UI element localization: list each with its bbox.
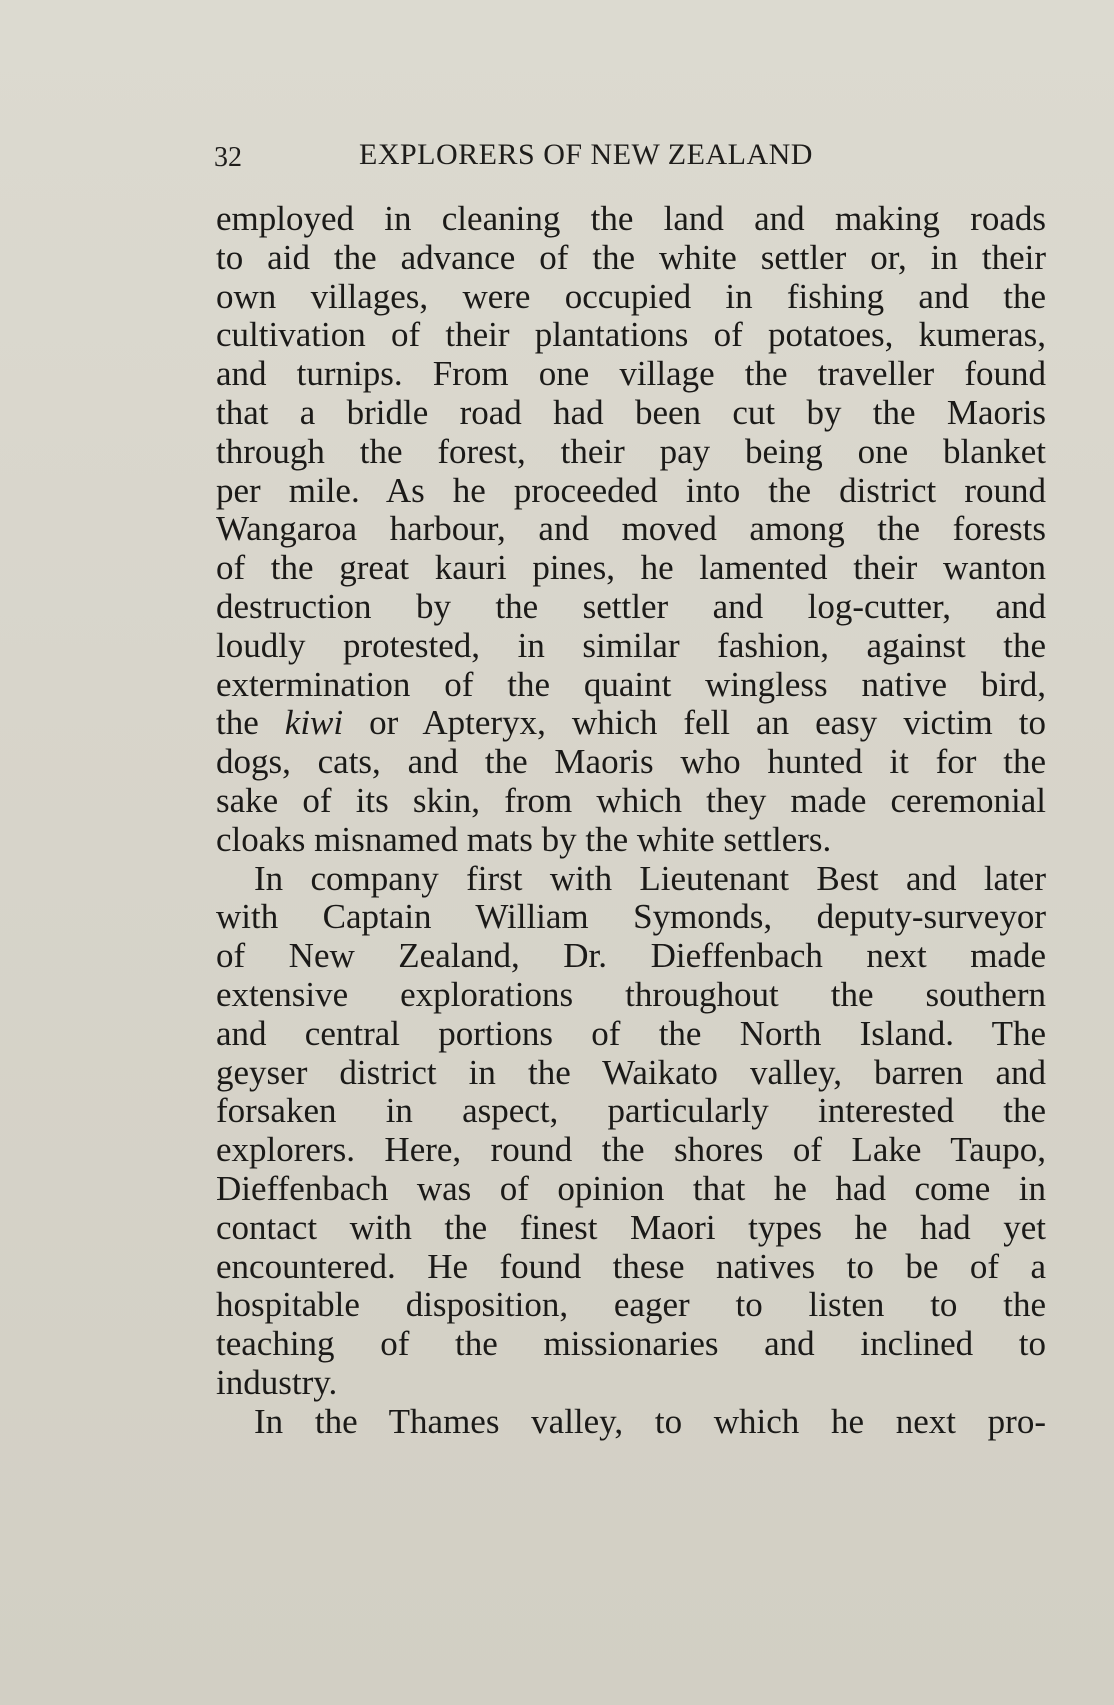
body-text	[216, 200, 1046, 1442]
text-line-italic-kiwi	[216, 704, 1046, 743]
text-fragment: or Apteryx, which fell an easy victim to	[343, 703, 1046, 743]
text-line: with Captain William Symonds, deputy-surveyor	[216, 897, 1046, 937]
paragraph-start-line: In the Thames valley, to which he next pro-	[254, 1401, 1046, 1441]
text-line: dogs, cats, and the Maoris who hunted it for the	[216, 742, 1046, 782]
text-line: and central portions of the North Island. The	[216, 1013, 1046, 1053]
text-line: to aid the advance of the white settler or, in their	[216, 237, 1046, 277]
text-line: Wangaroa harbour, and moved among the forests	[216, 509, 1046, 549]
text-line: and turnips. From one village the traveller found	[216, 354, 1046, 394]
text-line: destruction by the settler and log-cutter, and	[216, 586, 1046, 626]
text-line: cloaks misnamed mats by the white settlers.	[216, 819, 832, 859]
text-line: sake of its skin, from which they made ceremonial	[216, 780, 1046, 820]
text-line: cultivation of their plantations of potatoes, kumeras,	[216, 315, 1046, 355]
text-line: extensive explorations throughout the southern	[216, 974, 1046, 1014]
running-head: EXPLORERS OF NEW ZEALAND	[359, 138, 813, 171]
text-line: of the great kauri pines, he lamented their wanton	[216, 548, 1046, 588]
text-line: contact with the finest Maori types he had yet	[216, 1207, 1046, 1247]
text-line: of New Zealand, Dr. Dieffenbach next made	[216, 936, 1046, 976]
text-line: loudly protested, in similar fashion, against the	[216, 625, 1046, 665]
text-line: industry.	[216, 1362, 338, 1402]
page-header	[214, 138, 1044, 178]
text-line: explorers. Here, round the shores of Lake Taupo,	[216, 1130, 1046, 1170]
text-line: geyser district in the Waikato valley, barren and	[216, 1052, 1046, 1092]
paragraph-start-line: In company first with Lieutenant Best and later	[254, 858, 1046, 898]
text-line: hospitable disposition, eager to listen to the	[216, 1285, 1046, 1325]
text-line: per mile. As he proceeded into the district round	[216, 470, 1046, 510]
text-line: employed in cleaning the land and making roads	[216, 199, 1046, 238]
text-line: through the forest, their pay being one blanket	[216, 431, 1046, 471]
text-line: that a bridle road had been cut by the Maoris	[216, 392, 1046, 432]
page-number: 32	[214, 142, 242, 173]
text-line: own villages, were occupied in fishing and the	[216, 276, 1046, 316]
text-line: extermination of the quaint wingless native bird,	[216, 664, 1046, 704]
text-line: teaching of the missionaries and inclined to	[216, 1324, 1046, 1364]
italic-word: kiwi	[284, 703, 344, 743]
text-line: forsaken in aspect, particularly interested the	[216, 1091, 1046, 1131]
text-fragment: the	[216, 703, 285, 743]
text-line: encountered. He found these natives to be of a	[216, 1246, 1046, 1286]
text-line: Dieffenbach was of opinion that he had come in	[216, 1168, 1046, 1208]
